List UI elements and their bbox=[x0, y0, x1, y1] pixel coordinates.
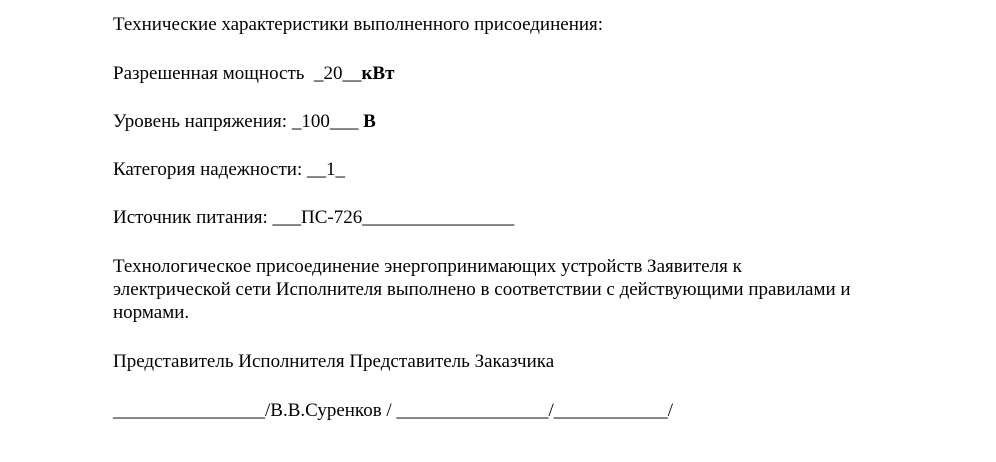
reliability-row: Категория надежности: __1_ bbox=[113, 159, 345, 180]
voltage-row bbox=[113, 111, 376, 133]
section-heading: Технические характеристики выполненного присоединения: bbox=[113, 14, 604, 35]
voltage-unit: В bbox=[363, 111, 376, 132]
representatives-row: Представитель Исполнителя Представитель Заказчика bbox=[113, 351, 555, 372]
voltage-label: Уровень напряжения: _100___ bbox=[113, 111, 364, 132]
statement-line-3: нормами. bbox=[113, 302, 190, 323]
signature-row: ________________/В.В.Суренков / ________________/____________/ bbox=[113, 400, 673, 421]
source-row: Источник питания: ___ПС-726________________ bbox=[113, 207, 515, 228]
power-row bbox=[113, 63, 394, 85]
power-label: Разрешенная мощность _20__ bbox=[113, 63, 362, 84]
power-unit: кВт bbox=[361, 63, 395, 84]
statement-line-2: электрической сети Исполнителя выполнено в соответствии с действующими правилами и bbox=[113, 279, 851, 300]
statement-line-1: Технологическое присоединение энергопринимающих устройств Заявителя к bbox=[113, 256, 742, 277]
